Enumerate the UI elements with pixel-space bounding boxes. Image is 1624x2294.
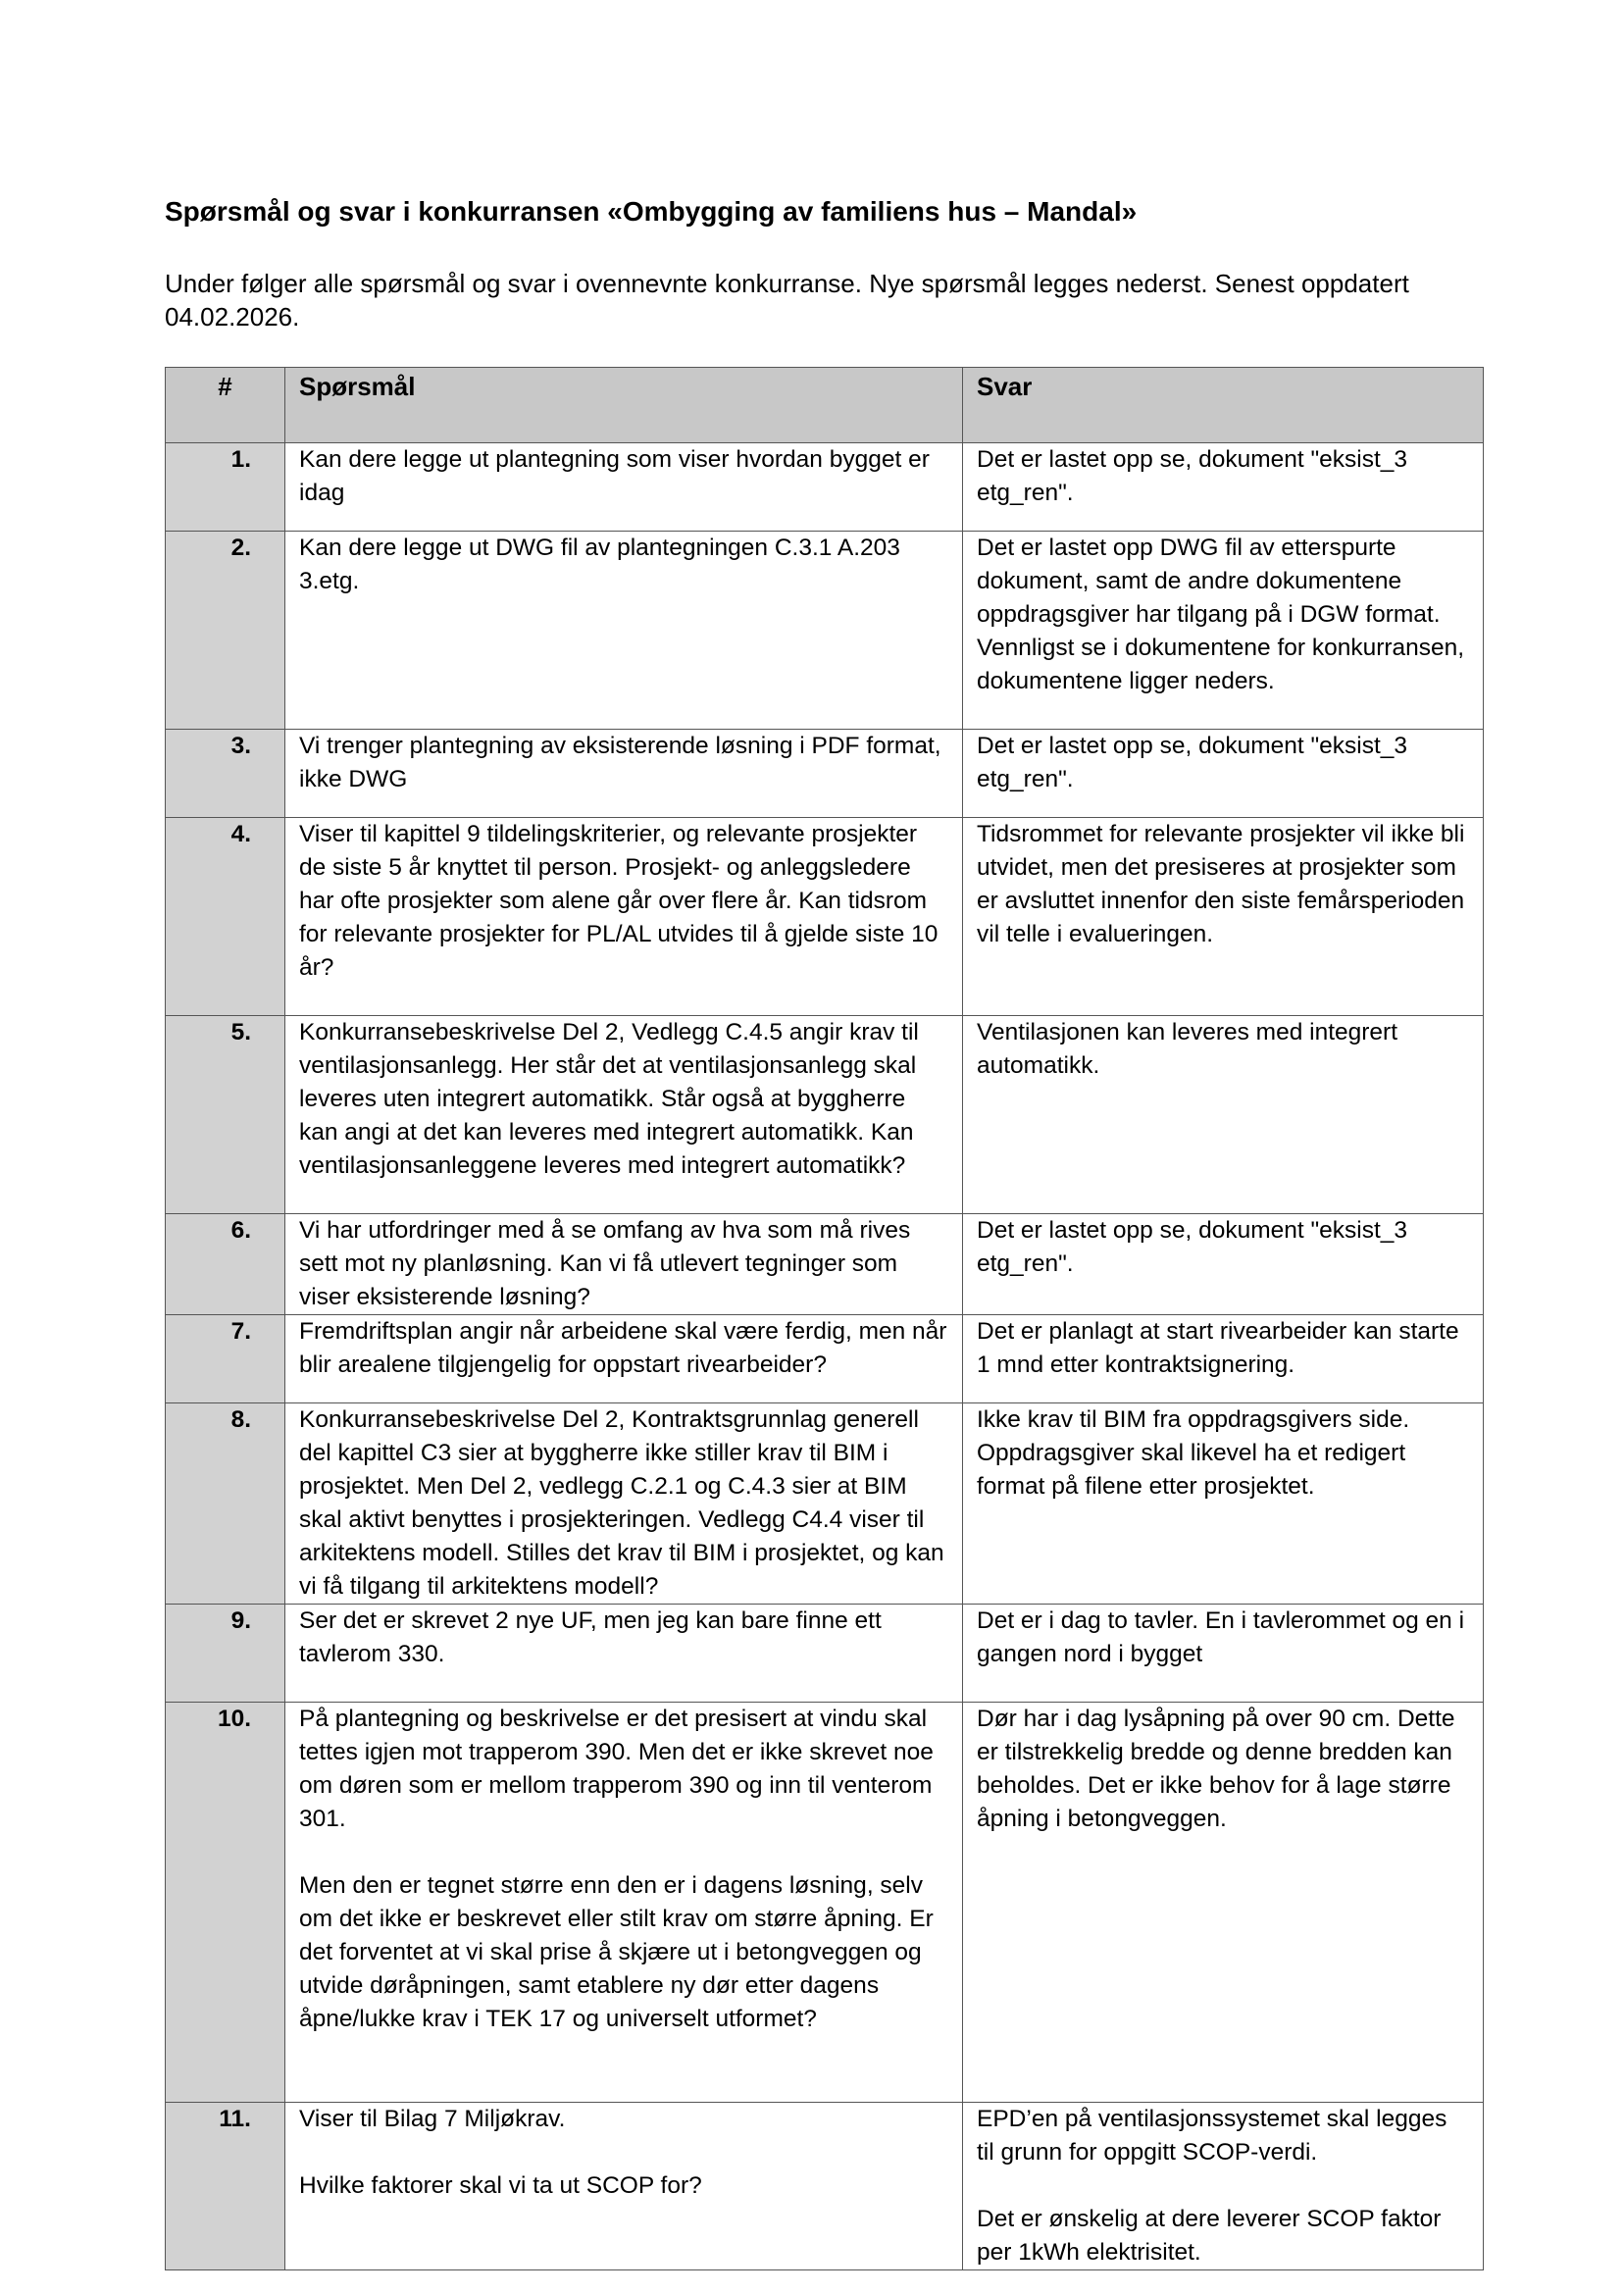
question-cell-paragraph: Viser til kapittel 9 tildelingskriterier, og relevante prosjekter de siste 5 år knyttet til person. Prosjekt- og anleggsledere har ofte prosjekter som alene går over flere år. Kan tidsrom for relevante prosjekter for PL/AL utvides til å gjelde siste 10 år? <box>299 821 939 981</box>
table-row <box>166 1214 1484 1315</box>
answer-cell <box>963 1403 1484 1605</box>
qa-table <box>165 367 1484 2270</box>
column-header-question: Spørsmål <box>285 368 963 443</box>
question-cell-paragraph: Hvilke faktorer skal vi ta ut SCOP for? <box>299 2172 702 2199</box>
question-cell <box>285 1703 963 2103</box>
answer-cell-paragraph: Ikke krav til BIM fra oppdragsgivers side. Oppdragsgiver skal likevel ha et redigert format på filene etter prosjektet. <box>977 1406 1410 1500</box>
question-cell-paragraph: Ser det er skrevet 2 nye UF, men jeg kan bare finne ett tavlerom 330. <box>299 1607 882 1667</box>
answer-cell <box>963 1703 1484 2103</box>
question-cell-paragraph: Viser til Bilag 7 Miljøkrav. <box>299 2106 566 2132</box>
question-cell-paragraph: Vi har utfordringer med å se omfang av hva som må rives sett mot ny planløsning. Kan vi få utlevert tegninger som viser eksisterende løsning? <box>299 1217 911 1310</box>
answer-cell-paragraph: Dør har i dag lysåpning på over 90 cm. Dette er tilstrekkelig bredde og denne bredden kan beholdes. Det er ikke behov for å lage større åpning i betongveggen. <box>977 1706 1455 1832</box>
answer-cell-paragraph: Det er lastet opp se, dokument "eksist_3 etg_ren". <box>977 1217 1408 1277</box>
row-number: 2. <box>166 532 285 730</box>
answer-cell <box>963 443 1484 532</box>
question-cell <box>285 818 963 1016</box>
question-cell <box>285 1315 963 1403</box>
table-row <box>166 1315 1484 1403</box>
answer-cell <box>963 818 1484 1016</box>
question-cell <box>285 1016 963 1214</box>
question-cell <box>285 1605 963 1703</box>
table-row <box>166 1016 1484 1214</box>
question-cell <box>285 2103 963 2270</box>
row-number: 8. <box>166 1403 285 1605</box>
answer-cell-paragraph: Tidsrommet for relevante prosjekter vil ikke bli utvidet, men det presiseres at prosjekter som er avsluttet innenfor den siste femårsperioden vil telle i evalueringen. <box>977 821 1465 947</box>
column-header-answer: Svar <box>963 368 1484 443</box>
table-body <box>166 443 1484 2270</box>
table-row <box>166 1703 1484 2103</box>
row-number: 3. <box>166 730 285 818</box>
column-header-number: # <box>166 368 285 443</box>
table-row <box>166 532 1484 730</box>
table-row <box>166 443 1484 532</box>
answer-cell <box>963 532 1484 730</box>
table-row <box>166 1403 1484 1605</box>
question-cell <box>285 1403 963 1605</box>
question-cell-paragraph: Konkurransebeskrivelse Del 2, Kontraktsgrunnlag generell del kapittel C3 sier at byggherre ikke stiller krav til BIM i prosjektet. Men Del 2, vedlegg C.2.1 og C.4.3 sier at BIM skal aktivt benyttes i prosjekteringen. Vedlegg C4.4 viser til arkitektens modell. Stilles det krav til BIM i prosjektet, og kan vi få tilgang til arkitektens modell? <box>299 1406 944 1600</box>
answer-cell <box>963 1016 1484 1214</box>
row-number: 1. <box>166 443 285 532</box>
row-number: 7. <box>166 1315 285 1403</box>
answer-cell-paragraph: EPD’en på ventilasjonssystemet skal legges til grunn for oppgitt SCOP-verdi. <box>977 2106 1447 2166</box>
row-number: 10. <box>166 1703 285 2103</box>
table-header-row <box>166 368 1484 443</box>
answer-cell-paragraph: Det er lastet opp se, dokument "eksist_3 etg_ren". <box>977 446 1408 506</box>
answer-cell <box>963 1605 1484 1703</box>
question-cell <box>285 730 963 818</box>
row-number: 5. <box>166 1016 285 1214</box>
answer-cell-paragraph: Det er i dag to tavler. En i tavlerommet og en i gangen nord i bygget <box>977 1607 1465 1667</box>
answer-cell-paragraph: Ventilasjonen kan leveres med integrert automatikk. <box>977 1019 1398 1079</box>
row-number: 11. <box>166 2103 285 2270</box>
page-title: Spørsmål og svar i konkurransen «Ombygging av familiens hus – Mandal» <box>165 196 1138 227</box>
question-cell-paragraph: Kan dere legge ut DWG fil av plantegningen C.3.1 A.203 3.etg. <box>299 535 900 594</box>
answer-cell <box>963 730 1484 818</box>
answer-cell-paragraph: Det er lastet opp DWG fil av etterspurte dokument, samt de andre dokumentene oppdragsgiver har tilgang på i DGW format. Vennligst se i dokumentene for konkurransen, dokumentene ligger neders. <box>977 535 1465 694</box>
question-cell-paragraph: Fremdriftsplan angir når arbeidene skal være ferdig, men når blir arealene tilgjengelig for oppstart rivearbeider? <box>299 1318 947 1378</box>
answer-cell-paragraph: Det er planlagt at start rivearbeider kan starte 1 mnd etter kontraktsignering. <box>977 1318 1459 1378</box>
question-cell-paragraph: Kan dere legge ut plantegning som viser hvordan bygget er idag <box>299 446 930 506</box>
question-cell-paragraph: Konkurransebeskrivelse Del 2, Vedlegg C.4.5 angir krav til ventilasjonsanlegg. Her står det at ventilasjonsanlegg skal leveres uten integrert automatikk. Står også at byggherre kan angi at det kan leveres med integrert automatikk. Kan ventilasjonsanleggene leveres med integrert automatikk? <box>299 1019 919 1179</box>
answer-cell <box>963 1315 1484 1403</box>
question-cell-paragraph: Vi trenger plantegning av eksisterende løsning i PDF format, ikke DWG <box>299 733 941 792</box>
table-row <box>166 818 1484 1016</box>
question-cell <box>285 1214 963 1315</box>
answer-cell-paragraph: Det er lastet opp se, dokument "eksist_3 etg_ren". <box>977 733 1408 792</box>
row-number: 6. <box>166 1214 285 1315</box>
table-row <box>166 2103 1484 2270</box>
row-number: 9. <box>166 1605 285 1703</box>
answer-cell <box>963 1214 1484 1315</box>
question-cell-paragraph: På plantegning og beskrivelse er det presisert at vindu skal tettes igjen mot trapperom 390. Men det er ikke skrevet noe om døren som er mellom trapperom 390 og inn til venterom 301. <box>299 1706 934 1832</box>
answer-cell <box>963 2103 1484 2270</box>
answer-cell-paragraph: Det er ønskelig at dere leverer SCOP faktor per 1kWh elektrisitet. <box>977 2206 1442 2266</box>
question-cell <box>285 443 963 532</box>
intro-text: Under følger alle spørsmål og svar i ovennevnte konkurranse. Nye spørsmål legges nederst. Senest oppdatert 04.02.2026. <box>165 269 1409 331</box>
table-row <box>166 730 1484 818</box>
question-cell-paragraph: Men den er tegnet større enn den er i dagens løsning, selv om det ikke er beskrevet eller stilt krav om større åpning. Er det forventet at vi skal prise å skjære ut i betongveggen og utvide døråpningen, samt etablere ny dør etter dagens åpne/lukke krav i TEK 17 og universelt utformet? <box>299 1872 934 2032</box>
question-cell <box>285 532 963 730</box>
table-row <box>166 1605 1484 1703</box>
row-number: 4. <box>166 818 285 1016</box>
